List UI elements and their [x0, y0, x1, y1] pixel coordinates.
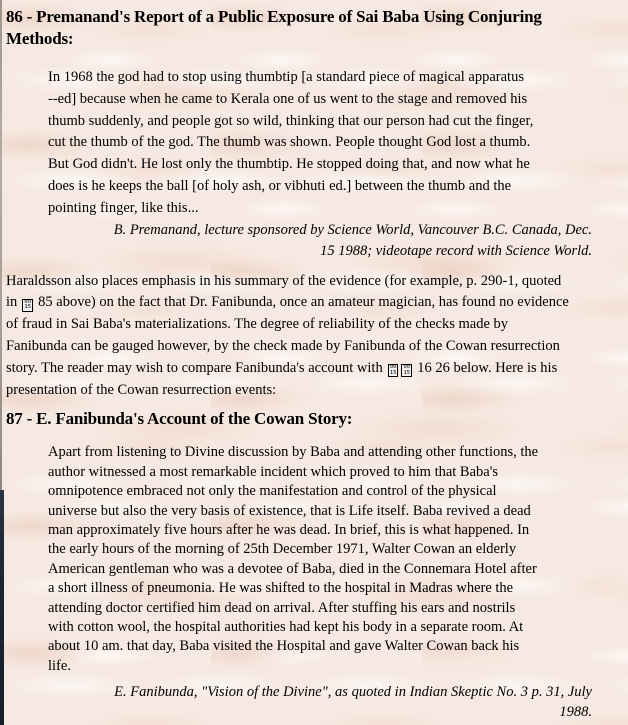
text-line: story. The reader may wish to compare Fanibunda's account with 00 15 00 15 16 26 below. Here is his [6, 359, 558, 376]
text-line: Fanibunda can be gauged however, by the check made by Fanibunda of the Cowan resurrection [6, 337, 560, 354]
citation-premanand-lecture [46, 220, 592, 263]
text-line: Apart from listening to Divine discussion by Baba and attending other functions, the [48, 444, 539, 461]
text-line: E. Fanibunda, "Vision of the Divine", as quoted in Indian Skeptic No. 3 p. 31, July [114, 684, 592, 701]
text-line: of fraud in Sai Baba's materializations. The degree of reliability of the checks made by [6, 316, 509, 333]
text-line: cut the thumb of the god. The thumb was shown. People thought God lost a thumb. [48, 134, 531, 151]
text-line: life. [48, 657, 71, 674]
text-line: Methods: [6, 29, 74, 48]
text-line: a short illness of pneumonia. He was shifted to the hospital in Madras where the [48, 580, 514, 597]
text-line: author witnessed a most remarkable incident which proved to him that Baba's [48, 463, 498, 480]
text-line: 87 - E. Fanibunda's Account of the Cowan Story: [6, 409, 353, 429]
text-line: man approximately five hours after he was dead. In brief, this is what happened. In [48, 521, 530, 538]
text-line: the early hours of the morning of 25th December 1971, Walter Cowan an elderly [48, 541, 517, 558]
text-line: about 10 am. that day, Baba visited the Hospital and gave Walter Cowan back his [48, 638, 520, 655]
text-line: pointing finger, like this... [48, 199, 199, 216]
text-line: does is he keeps the ball [of holy ash, or vibhuti ed.] between the thumb and the [48, 177, 512, 194]
missing-glyph-box: 00 15 [403, 364, 411, 376]
missing-glyph-box: 00 15 [389, 364, 397, 376]
text-line: --ed] because when he came to Kerala one of us went to the stage and removed his [48, 90, 528, 107]
paragraph-haraldsson-commentary [6, 271, 620, 402]
text-line: omnipotence embraced not only the manifestation and control of the physical [48, 483, 497, 500]
missing-glyph-box: 00 15 [24, 298, 32, 311]
text-line: in 00 15 85 above) on the fact that Dr. Fanibunda, once an amateur magician, has found no evidence [6, 294, 569, 311]
text-line: B. Premanand, lecture sponsored by Science World, Vancouver B.C. Canada, Dec. [113, 221, 592, 238]
text-line: 15 1988; videotape record with Science World. [320, 243, 592, 260]
blockquote-premanand-report [48, 67, 604, 220]
blockquote-fanibunda-account [48, 443, 604, 676]
citation-fanibunda-vision [46, 682, 592, 722]
text-line: American gentleman who was a devotee of Baba, died in the Connemara Hotel after [48, 560, 537, 577]
text-line: In 1968 the god had to stop using thumbtip [a standard piece of magical apparatus [48, 69, 524, 85]
text-line: attending doctor certified him dead on arrival. After stuffing his ears and nostrils [48, 599, 516, 616]
text-line: universe but also the very basis of existence, that is Life itself. Baba revived a dead [48, 502, 531, 519]
text-line: 1988. [559, 704, 592, 721]
text-line: thumb suddenly, and people got so wild, thinking that our person had cut the finger, [48, 112, 534, 129]
section-heading-87 [6, 408, 620, 430]
section-heading-86 [6, 6, 620, 50]
text-line: with cotton wool, the hospital authorities had kept his body in a separate room. At [48, 619, 524, 636]
text-line: presentation of the Cowan resurrection events: [6, 381, 277, 398]
text-line: 86 - Premanand's Report of a Public Exposure of Sai Baba Using Conjuring [6, 7, 542, 26]
text-line: Haraldsson also places emphasis in his summary of the evidence (for example, p. 290-1, quoted [6, 272, 562, 289]
text-line: But God didn't. He lost only the thumbtip. He stopped doing that, and now what he [48, 156, 530, 173]
